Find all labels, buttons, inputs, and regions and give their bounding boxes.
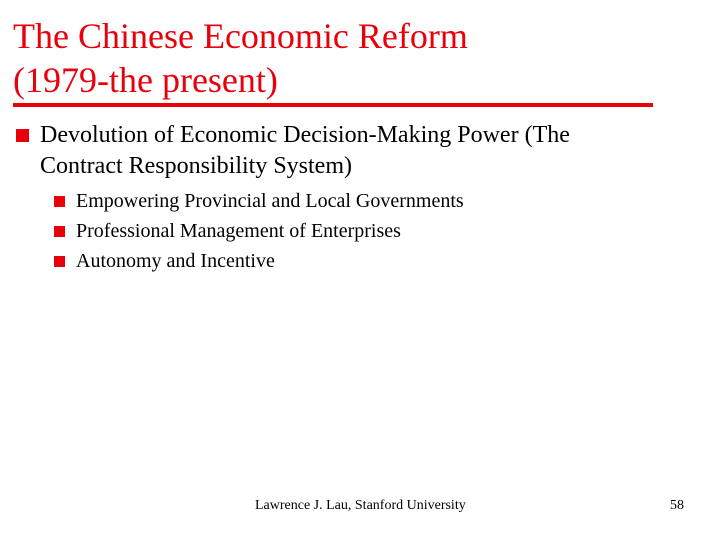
sub-bullet-text: Empowering Provincial and Local Governments <box>76 190 464 212</box>
bullet-text <box>40 120 704 182</box>
square-bullet-icon <box>54 226 65 237</box>
slide-title-line-1: The Chinese Economic Reform <box>13 16 468 56</box>
title-divider <box>13 103 653 107</box>
square-bullet-icon <box>54 256 65 267</box>
sub-bullet-text: Professional Management of Enterprises <box>76 220 401 242</box>
slide-title <box>13 14 633 102</box>
bullet-item-devolution <box>14 120 704 276</box>
sub-bullet-list <box>40 186 704 276</box>
sub-bullet-item <box>40 216 704 246</box>
square-bullet-icon <box>16 129 29 142</box>
sub-bullet-item <box>40 186 704 216</box>
sub-bullet-text: Autonomy and Incentive <box>76 250 275 272</box>
bullet-text-line-1: Devolution of Economic Decision-Making Power (The <box>40 122 570 148</box>
slide-footer: Lawrence J. Lau, Stanford University <box>255 498 466 513</box>
slide-title-line-2: (1979-the present) <box>13 60 278 100</box>
sub-bullet-item <box>40 246 704 276</box>
bullet-list <box>14 120 704 276</box>
page-number: 58 <box>670 498 684 513</box>
bullet-text-line-2: Contract Responsibility System) <box>40 153 352 179</box>
square-bullet-icon <box>54 196 65 207</box>
